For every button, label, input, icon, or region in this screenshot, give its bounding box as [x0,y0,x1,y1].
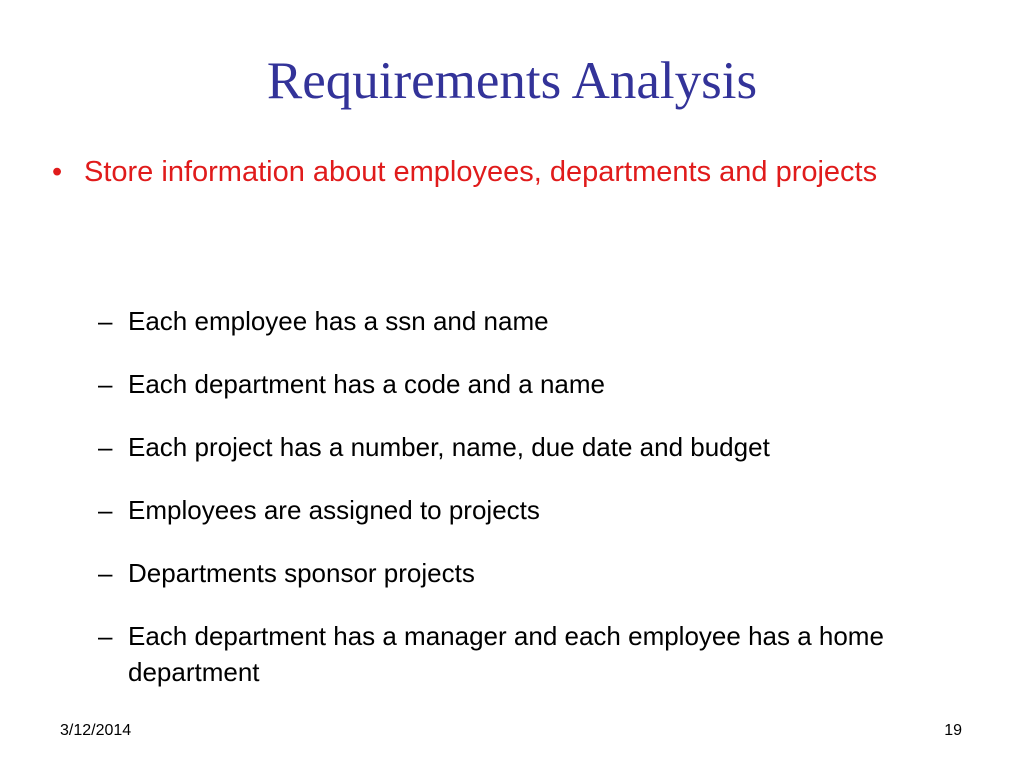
bullet-marker: • [52,156,63,188]
dash-marker: – [98,369,113,399]
dash-marker: – [98,306,113,336]
sub-bullet-item [98,366,978,402]
sub-bullet-text: Employees are assigned to projects [128,495,540,525]
sub-bullet-text: Each department has a manager and each employee has a home department [128,621,884,687]
sub-bullet-text: Each employee has a ssn and name [128,306,549,336]
slide-title: Requirements Analysis [266,52,758,110]
sub-bullet-item [98,303,978,339]
dash-marker: – [98,495,113,525]
page-number: 19 [944,722,962,739]
sub-bullet-item [98,618,978,690]
footer-date: 3/12/2014 [60,722,132,739]
main-bullet-text: Store information about employees, departments and projects [84,156,878,188]
sub-bullet-item [98,429,978,465]
sub-bullet-item [98,555,978,591]
dash-marker: – [98,621,113,651]
sub-bullet-item [98,492,978,528]
sub-bullet-list [98,303,978,717]
dash-marker: – [98,558,113,588]
dash-marker: – [98,432,113,462]
sub-bullet-text: Departments sponsor projects [128,558,475,588]
sub-bullet-text: Each project has a number, name, due date and budget [128,432,770,462]
sub-bullet-text: Each department has a code and a name [128,369,605,399]
